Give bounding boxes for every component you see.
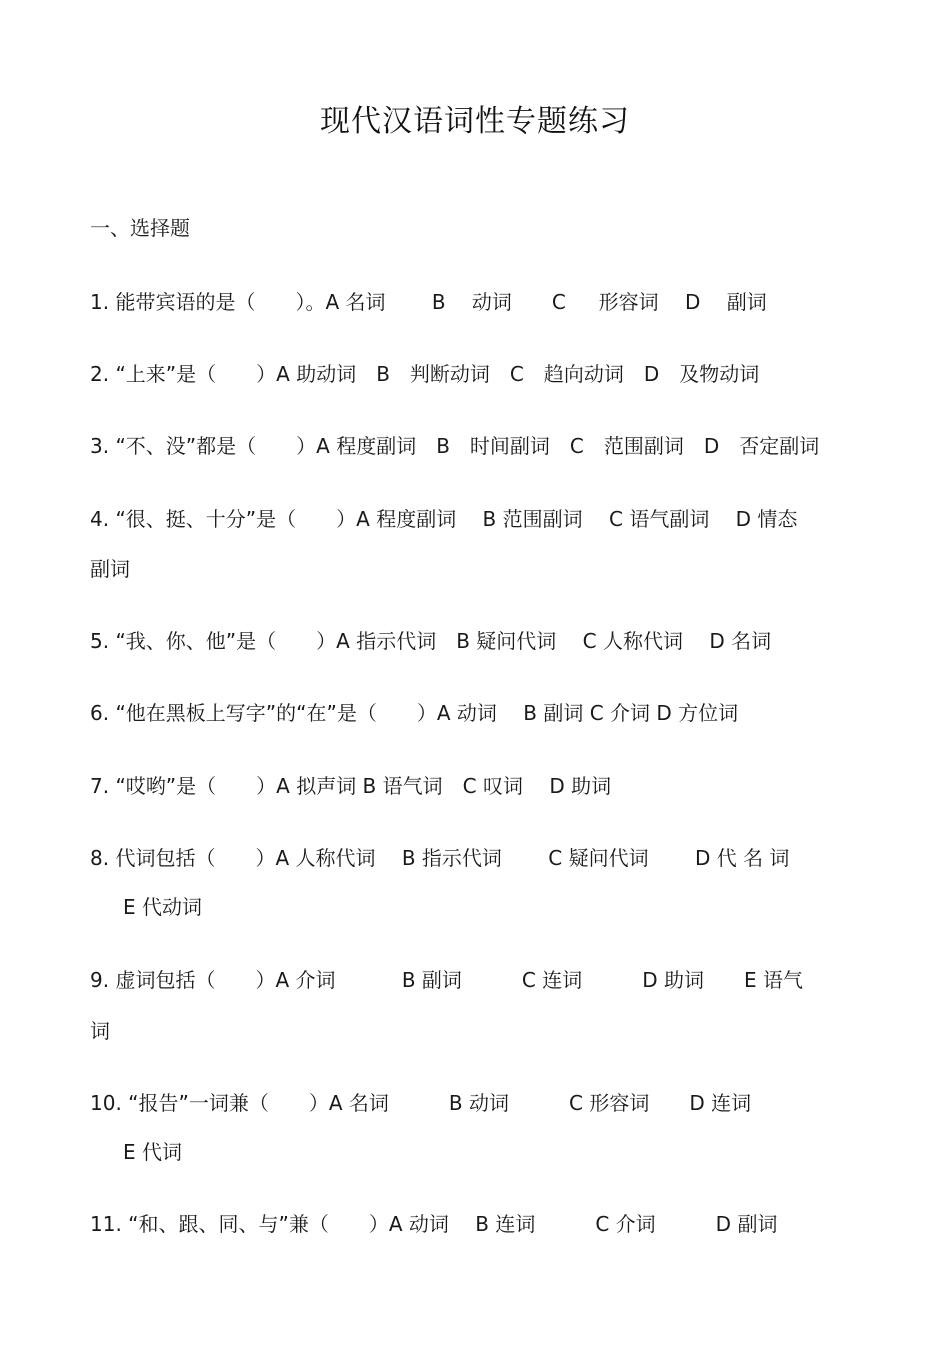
section-heading: 一、选择题	[90, 216, 190, 240]
question-4-continuation: 副词	[90, 557, 130, 581]
question-8: 8. 代词包括（ ）A 人称代词 B 指示代词 C 疑问代词 D 代 名 词	[90, 846, 790, 870]
question-2: 2. “上来”是（ ）A 助动词 B 判断动词 C 趋向动词 D 及物动词	[90, 362, 760, 386]
question-4: 4. “很、挺、十分”是（ ）A 程度副词 B 范围副词 C 语气副词 D 情态	[90, 507, 798, 531]
question-1: 1. 能带宾语的是（ ）。A 名词 B 动词 C 形容词 D 副词	[90, 290, 767, 314]
question-5: 5. “我、你、他”是（ ）A 指示代词 B 疑问代词 C 人称代词 D 名词	[90, 629, 772, 653]
question-3: 3. “不、没”都是（ ）A 程度副词 B 时间副词 C 范围副词 D 否定副词	[90, 434, 820, 458]
question-10: 10. “报告”一词兼（ ）A 名词 B 动词 C 形容词 D 连词	[90, 1091, 752, 1115]
question-7: 7. “哎哟”是（ ）A 拟声词 B 语气词 C 叹词 D 助词	[90, 774, 612, 798]
page-title: 现代汉语词性专题练习	[320, 104, 630, 139]
question-9-continuation: 词	[90, 1019, 110, 1043]
question-10-continuation: E 代词	[123, 1140, 182, 1164]
question-8-continuation: E 代动词	[123, 895, 202, 919]
question-9: 9. 虚词包括（ ）A 介词 B 副词 C 连词 D 助词 E 语气	[90, 968, 803, 992]
question-11: 11. “和、跟、同、与”兼（ ）A 动词 B 连词 C 介词 D 副词	[90, 1212, 778, 1236]
question-6: 6. “他在黑板上写字”的“在”是（ ）A 动词 B 副词 C 介词 D 方位词	[90, 701, 739, 725]
